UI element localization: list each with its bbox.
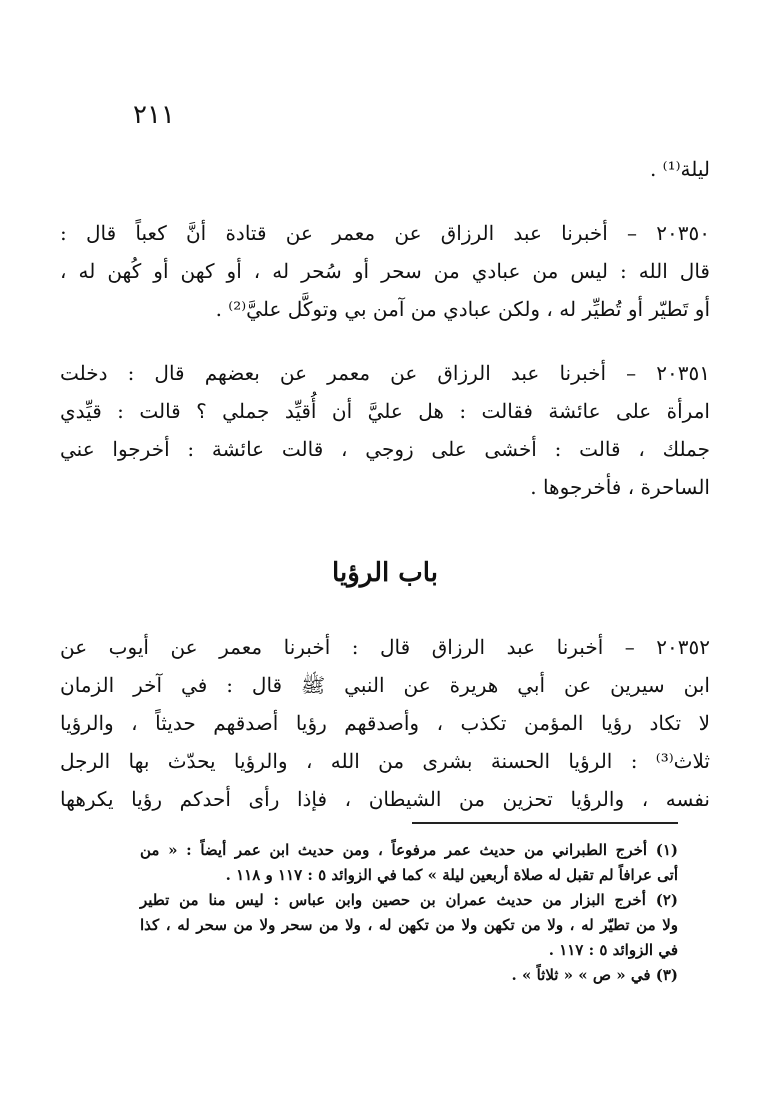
footnote-line: أتى عرافاً لم تقبل له صلاة أربعين ليلة » كما في الزوائد ٥ : ١١٧ و ١١٨ . [225, 866, 678, 884]
main-text [60, 150, 710, 818]
text-line: الساحرة ، فأخرجوها . [530, 475, 710, 499]
page-number: ٢١١ [133, 100, 175, 130]
chapter-heading: باب الرؤيا [332, 558, 438, 588]
text-line: ٢٠٣٥٢ – أخبرنا عبد الرزاق قال : أخبرنا معمر عن أيوب عن [60, 635, 710, 659]
intro-line: ليلة⁽¹⁾ . [649, 157, 710, 181]
footnote-line: (١) أخرج الطبراني من حديث عمر مرفوعاً ، ومن حديث ابن عمر أيضاً : « من [140, 841, 678, 859]
text-line: ابن سيرين عن أبي هريرة عن النبي ﷺ قال : في آخر الزمان [60, 673, 710, 697]
footnote-line: في الزوائد ٥ : ١١٧ . [548, 941, 678, 959]
hadith-20352 [60, 628, 710, 818]
footnote-line: (٢) أخرج البزار من حديث عمران بن حصين وابن عباس : ليس منا من تطير [140, 891, 678, 909]
text-line: لا تكاد رؤيا المؤمن تكذب ، وأصدقهم رؤيا أصدقهم حديثاً ، والرؤيا [60, 711, 710, 735]
footnote-line: (٣) في « ص » « ثلاثاً » . [511, 966, 678, 984]
text-line: جملك ، قالت : أخشى على زوجي ، قالت عائشة : أخرجوا عني [60, 437, 710, 461]
hadith-20351 [60, 354, 710, 506]
hadith-20350 [60, 214, 710, 328]
text-line: أو تَطيّر أو تُطيِّر له ، ولكن عبادي من آمن بي وتوكَّل عليَّ⁽²⁾ . [215, 297, 710, 321]
footnote-line: ولا من تطيّر له ، ولا من تكهن ولا من تكهن له ، ولا من سحر ولا من سحر له ، كذا [140, 916, 678, 934]
text-line: امرأة على عائشة فقالت : هل عليَّ أن أُقيِّد جملي ؟ قالت : قيِّدي [60, 399, 710, 423]
text-line: ٢٠٣٥١ – أخبرنا عبد الرزاق عن معمر عن بعضهم قال : دخلت [60, 361, 710, 385]
footnotes [140, 838, 678, 988]
text-line: قال الله : ليس من عبادي من سحر أو سُحر له ، أو كهن أو كُهن له ، [60, 259, 710, 283]
footnote-divider [412, 822, 678, 824]
text-line: ثلاث⁽³⁾ : الرؤيا الحسنة بشرى من الله ، والرؤيا يحدّث بها الرجل [60, 749, 710, 773]
text-line: ٢٠٣٥٠ – أخبرنا عبد الرزاق عن معمر عن قتادة أنَّ كعباً قال : [60, 221, 710, 245]
text-line: نفسه ، والرؤيا تحزين من الشيطان ، فإذا رأى أحدكم رؤيا يكرهها [60, 787, 710, 811]
